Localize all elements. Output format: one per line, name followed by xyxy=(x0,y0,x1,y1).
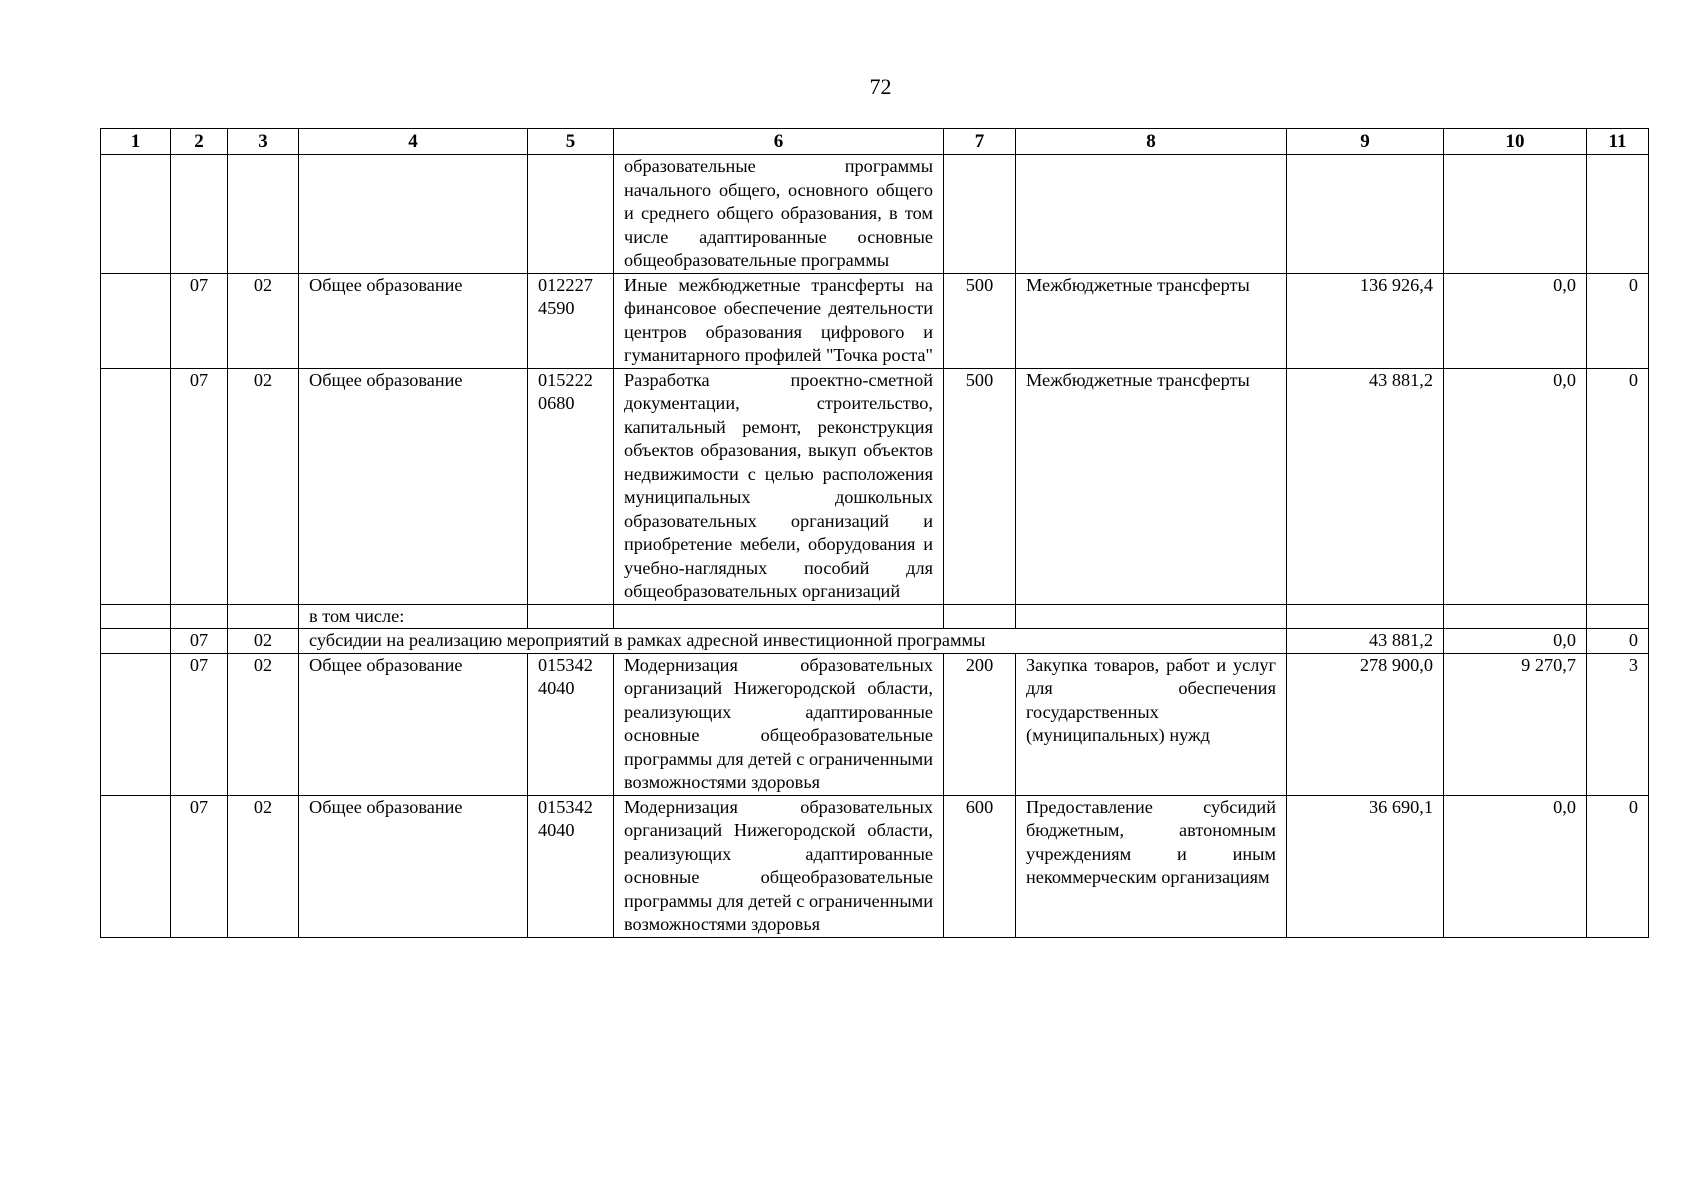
cell-col1 xyxy=(101,273,171,368)
cell-target-name: образовательные программы начального общего, основного общего и среднего общего образования, в том числе адаптированные основные общеобразовательные программы xyxy=(614,155,944,274)
cell-section: 07 xyxy=(171,795,228,937)
target-code-part-1: 015222 xyxy=(538,369,593,390)
cell-target-name xyxy=(614,604,944,629)
cell-amount-col11: 0 xyxy=(1587,368,1649,604)
cell-expense-type-name xyxy=(1016,604,1287,629)
table-row-including xyxy=(101,604,1649,629)
cell-amount-col10: 0,0 xyxy=(1444,629,1587,654)
cell-subsection: 02 xyxy=(228,368,299,604)
column-header-8: 8 xyxy=(1016,129,1287,155)
cell-amount-col9: 43 881,2 xyxy=(1287,629,1444,654)
cell-amount-col10 xyxy=(1444,604,1587,629)
column-header-11: 11 xyxy=(1587,129,1649,155)
cell-amount-col9 xyxy=(1287,604,1444,629)
cell-subsection: 02 xyxy=(228,795,299,937)
cell-expense-type: 500 xyxy=(944,273,1016,368)
cell-section-name: Общее образование xyxy=(299,273,528,368)
cell-target-name: Модернизация образовательных организаций Нижегородской области, реализующих адаптированные основные общеобразовательные программы для детей с ограниченными возможностями здоровья xyxy=(614,795,944,937)
cell-expense-type-name: Межбюджетные трансферты xyxy=(1016,273,1287,368)
table-row xyxy=(101,368,1649,604)
cell-section: 07 xyxy=(171,653,228,795)
target-code-part-2: 4590 xyxy=(538,298,575,318)
budget-table xyxy=(100,128,1649,938)
cell-expense-type: 500 xyxy=(944,368,1016,604)
cell-subsection xyxy=(228,604,299,629)
table-row-subsidy xyxy=(101,629,1649,654)
cell-target-name: Модернизация образовательных организаций Нижегородской области, реализующих адаптированные основные общеобразовательные программы для детей с ограниченными возможностями здоровья xyxy=(614,653,944,795)
cell-subsection: 02 xyxy=(228,273,299,368)
target-code-part-2: 4040 xyxy=(538,678,575,698)
target-code-part-1: 012227 xyxy=(538,274,593,295)
cell-amount-col11 xyxy=(1587,604,1649,629)
cell-section: 07 xyxy=(171,273,228,368)
cell-col1 xyxy=(101,155,171,274)
cell-amount-col10: 0,0 xyxy=(1444,273,1587,368)
table-row xyxy=(101,795,1649,937)
cell-target-code xyxy=(528,795,614,937)
column-header-4: 4 xyxy=(299,129,528,155)
cell-expense-type: 600 xyxy=(944,795,1016,937)
cell-expense-type-name: Предоставление субсидий бюджетным, автономным учреждениям и иным некоммерческим организациям xyxy=(1016,795,1287,937)
cell-col1 xyxy=(101,795,171,937)
column-number-header-row xyxy=(101,129,1649,155)
cell-section-name: Общее образование xyxy=(299,795,528,937)
cell-amount-col9 xyxy=(1287,155,1444,274)
cell-amount-col10 xyxy=(1444,155,1587,274)
column-header-1: 1 xyxy=(101,129,171,155)
cell-col1 xyxy=(101,653,171,795)
cell-section-name xyxy=(299,155,528,274)
cell-subsection xyxy=(228,155,299,274)
cell-amount-col11: 0 xyxy=(1587,629,1649,654)
column-header-2: 2 xyxy=(171,129,228,155)
page-number: 72 xyxy=(869,74,892,99)
cell-amount-col9: 43 881,2 xyxy=(1287,368,1444,604)
cell-target-code xyxy=(528,155,614,274)
cell-amount-col11: 3 xyxy=(1587,653,1649,795)
cell-section xyxy=(171,155,228,274)
cell-expense-type xyxy=(944,604,1016,629)
target-code-part-1: 015342 xyxy=(538,796,593,817)
cell-target-code xyxy=(528,368,614,604)
column-header-6: 6 xyxy=(614,129,944,155)
cell-section: 07 xyxy=(171,368,228,604)
cell-col1 xyxy=(101,629,171,654)
target-code-part-2: 0680 xyxy=(538,393,575,413)
cell-expense-type-name: Межбюджетные трансферты xyxy=(1016,368,1287,604)
target-code-part-2: 4040 xyxy=(538,820,575,840)
table-row xyxy=(101,653,1649,795)
cell-amount-col10: 9 270,7 xyxy=(1444,653,1587,795)
cell-subsection: 02 xyxy=(228,653,299,795)
cell-col1 xyxy=(101,368,171,604)
cell-amount-col9: 136 926,4 xyxy=(1287,273,1444,368)
cell-subsection: 02 xyxy=(228,629,299,654)
cell-amount-col11: 0 xyxy=(1587,795,1649,937)
cell-target-code xyxy=(528,653,614,795)
column-header-9: 9 xyxy=(1287,129,1444,155)
cell-section: 07 xyxy=(171,629,228,654)
cell-expense-type xyxy=(944,155,1016,274)
cell-including-label: в том числе: xyxy=(299,604,528,629)
cell-amount-col11: 0 xyxy=(1587,273,1649,368)
table-row xyxy=(101,273,1649,368)
cell-target-name: Разработка проектно-сметной документации, строительство, капитальный ремонт, реконструкция объектов образования, выкуп объектов недвижимости с целью расположения муниципальных дошкольных образовательных организаций и приобретение мебели, оборудования и учебно-наглядных пособий для общеобразовательных организаций xyxy=(614,368,944,604)
cell-amount-col11 xyxy=(1587,155,1649,274)
table-row-continuation xyxy=(101,155,1649,274)
cell-section-name: Общее образование xyxy=(299,368,528,604)
cell-amount-col9: 278 900,0 xyxy=(1287,653,1444,795)
column-header-10: 10 xyxy=(1444,129,1587,155)
cell-expense-type-name: Закупка товаров, работ и услуг для обеспечения государственных (муниципальных) нужд xyxy=(1016,653,1287,795)
cell-target-code xyxy=(528,273,614,368)
cell-section xyxy=(171,604,228,629)
cell-amount-col9: 36 690,1 xyxy=(1287,795,1444,937)
cell-expense-type-name xyxy=(1016,155,1287,274)
column-header-5: 5 xyxy=(528,129,614,155)
column-header-3: 3 xyxy=(228,129,299,155)
cell-amount-col10: 0,0 xyxy=(1444,368,1587,604)
cell-subsidy-description: субсидии на реализацию мероприятий в рамках адресной инвестиционной программы xyxy=(299,629,1287,654)
cell-target-name: Иные межбюджетные трансферты на финансовое обеспечение деятельности центров образования цифрового и гуманитарного профилей "Точка роста" xyxy=(614,273,944,368)
target-code-part-1: 015342 xyxy=(538,654,593,675)
cell-section-name: Общее образование xyxy=(299,653,528,795)
cell-expense-type: 200 xyxy=(944,653,1016,795)
cell-col1 xyxy=(101,604,171,629)
cell-target-code xyxy=(528,604,614,629)
cell-amount-col10: 0,0 xyxy=(1444,795,1587,937)
column-header-7: 7 xyxy=(944,129,1016,155)
